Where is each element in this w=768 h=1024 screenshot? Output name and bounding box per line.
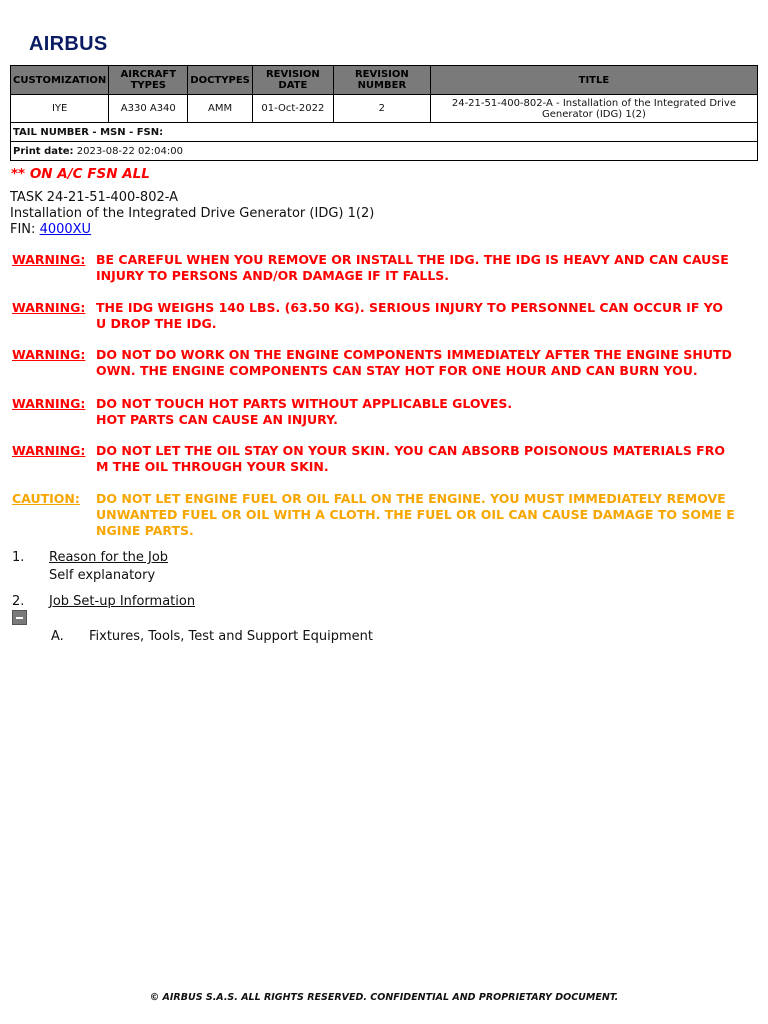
tail-number-row bbox=[11, 123, 758, 142]
cell-aircraft-types: A330 A340 bbox=[109, 95, 188, 123]
col-title: TITLE bbox=[430, 66, 757, 95]
step-2-number: 2. bbox=[12, 594, 25, 609]
warning-label: WARNING: bbox=[12, 252, 86, 267]
caution-1 bbox=[12, 491, 752, 539]
warning-5 bbox=[12, 443, 752, 475]
fin-line bbox=[10, 222, 374, 238]
cell-revision-number: 2 bbox=[333, 95, 430, 123]
warning-label: WARNING: bbox=[12, 300, 86, 315]
tail-number-cell bbox=[11, 123, 758, 142]
applicability-note: ** ON A/C FSN ALL bbox=[11, 166, 150, 182]
print-date-value: 2023-08-22 02:04:00 bbox=[76, 145, 183, 157]
warning-1 bbox=[12, 252, 752, 284]
substep-a-title: Fixtures, Tools, Test and Support Equipment bbox=[89, 629, 373, 644]
warning-text: THE IDG WEIGHS 140 LBS. (63.50 KG). SERIOUS INJURY TO PERSONNEL CAN OCCUR IF YO U DROP THE IDG. bbox=[96, 300, 723, 331]
step-1-body: Self explanatory bbox=[49, 568, 156, 583]
task-block bbox=[10, 190, 374, 238]
caution-text: DO NOT LET ENGINE FUEL OR OIL FALL ON THE ENGINE. YOU MUST IMMEDIATELY REMOVE UNWANTED FUEL OR OIL WITH A CLOTH. THE FUEL OR OIL CAN CAUSE DAMAGE TO SOME E NGINE PARTS. bbox=[96, 491, 735, 538]
warning-label: WARNING: bbox=[12, 443, 86, 458]
print-date-row bbox=[11, 142, 758, 161]
col-revision-number: REVISION NUMBER bbox=[333, 66, 430, 95]
col-doctypes: DOCTYPES bbox=[188, 66, 253, 95]
cell-revision-date: 01-Oct-2022 bbox=[252, 95, 333, 123]
warning-label: WARNING: bbox=[12, 347, 86, 362]
print-date-label: Print date: bbox=[13, 145, 74, 157]
warning-text: DO NOT DO WORK ON THE ENGINE COMPONENTS IMMEDIATELY AFTER THE ENGINE SHUTD OWN. THE ENGINE COMPONENTS CAN STAY HOT FOR ONE HOUR AND CAN BURN YOU. bbox=[96, 347, 732, 378]
collapse-icon[interactable] bbox=[12, 610, 27, 625]
task-title: Installation of the Integrated Drive Generator (IDG) 1(2) bbox=[10, 206, 375, 221]
cell-doctypes: AMM bbox=[188, 95, 253, 123]
print-date-cell bbox=[11, 142, 758, 161]
col-revision-date: REVISION DATE bbox=[252, 66, 333, 95]
warning-text: DO NOT TOUCH HOT PARTS WITHOUT APPLICABLE GLOVES. HOT PARTS CAN CAUSE AN INJURY. bbox=[96, 396, 513, 427]
document-header-table bbox=[10, 65, 758, 161]
col-aircraft-types: AIRCRAFT TYPES bbox=[109, 66, 188, 95]
fin-link[interactable]: 4000XU bbox=[39, 222, 92, 237]
col-customization: CUSTOMIZATION bbox=[11, 66, 109, 95]
warning-2 bbox=[12, 300, 752, 332]
cell-customization: IYE bbox=[11, 95, 109, 123]
step-1-number: 1. bbox=[12, 550, 25, 565]
step-2-title: Job Set-up Information bbox=[49, 594, 196, 609]
copyright-footer: © AIRBUS S.A.S. ALL RIGHTS RESERVED. CONFIDENTIAL AND PROPRIETARY DOCUMENT. bbox=[149, 992, 619, 1003]
caution-label: CAUTION: bbox=[12, 491, 80, 506]
header-row bbox=[11, 66, 758, 95]
cell-title: 24-21-51-400-802-A - Installation of the Integrated Drive Generator (IDG) 1(2) bbox=[430, 95, 757, 123]
substep-a-number: A. bbox=[51, 629, 64, 644]
warning-label: WARNING: bbox=[12, 396, 86, 411]
warning-text: DO NOT LET THE OIL STAY ON YOUR SKIN. YOU CAN ABSORB POISONOUS MATERIALS FRO M THE OIL THROUGH YOUR SKIN. bbox=[96, 443, 725, 474]
warning-4 bbox=[12, 396, 752, 428]
step-1-title: Reason for the Job bbox=[49, 550, 169, 565]
warning-3 bbox=[12, 347, 752, 379]
task-id: TASK 24-21-51-400-802-A bbox=[10, 190, 179, 205]
fin-label: FIN: bbox=[10, 222, 36, 237]
airbus-logo: AIRBUS bbox=[29, 33, 108, 55]
tail-number-label: TAIL NUMBER - MSN - FSN: bbox=[13, 126, 164, 138]
data-row bbox=[11, 95, 758, 123]
warning-text: BE CAREFUL WHEN YOU REMOVE OR INSTALL THE IDG. THE IDG IS HEAVY AND CAN CAUSE INJURY TO PERSONS AND/OR DAMAGE IF IT FALLS. bbox=[96, 252, 729, 283]
